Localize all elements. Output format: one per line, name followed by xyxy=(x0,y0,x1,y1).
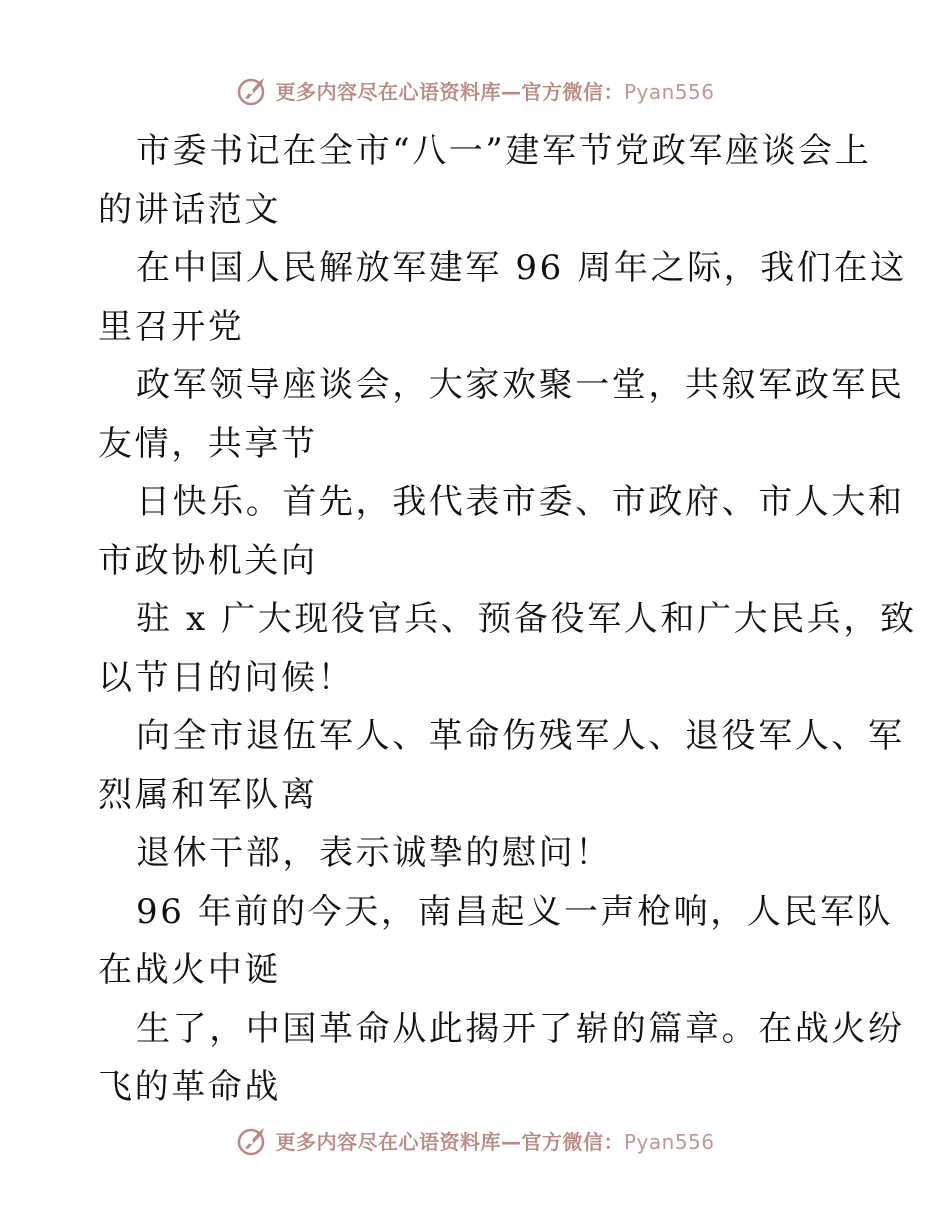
footer-watermark xyxy=(0,1120,950,1160)
text-line: 飞的革命战 xyxy=(98,1067,281,1107)
pen-nib-logo-icon xyxy=(235,72,271,108)
watermark-wechat-id: Pyan556 xyxy=(623,1129,715,1154)
text-line: 烈属和军队离 xyxy=(98,774,318,815)
header-watermark xyxy=(0,70,950,110)
text-line: 生了，中国革命从此揭开了崭的篇章。在战火纷 xyxy=(136,1008,905,1049)
text-line: 向全市退伍军人、革命伤残军人、退役军人、军 xyxy=(136,716,905,756)
text-line: 的讲话范文 xyxy=(98,189,281,230)
text-line: 日快乐。首先，我代表市委、市政府、市人大和 xyxy=(136,482,905,522)
text-line: 在战火中诞 xyxy=(98,950,281,990)
text-line: 友情，共享节 xyxy=(98,423,318,464)
text-line: 里召开党 xyxy=(98,306,245,347)
watermark-text: 更多内容尽在心语资料库—官方微信：Pyan556 xyxy=(275,79,715,104)
text-line: 政军领导座谈会，大家欢聚一堂，共叙军政军民 xyxy=(136,365,905,405)
document-body xyxy=(98,122,917,1117)
watermark-text: 更多内容尽在心语资料库—官方微信：Pyan556 xyxy=(275,1129,715,1154)
text-line: 在中国人民解放军建军 96 周年之际，我们在这 xyxy=(136,248,907,288)
text-line: 驻 x 广大现役官兵、预备役军人和广大民兵，致 xyxy=(136,599,917,639)
text-line: 以节日的问候！ xyxy=(98,657,355,698)
text-line: 退休干部，表示诚挚的慰问！ xyxy=(136,833,612,873)
pen-nib-logo-icon xyxy=(235,1122,271,1158)
text-line: 市政协机关向 xyxy=(98,540,318,581)
text-line: 市委书记在全市“八一”建军节党政军座谈会上 xyxy=(136,131,872,171)
text-line: 96 年前的今天，南昌起义一声枪响，人民军队 xyxy=(136,891,894,932)
watermark-wechat-id: Pyan556 xyxy=(623,79,715,104)
